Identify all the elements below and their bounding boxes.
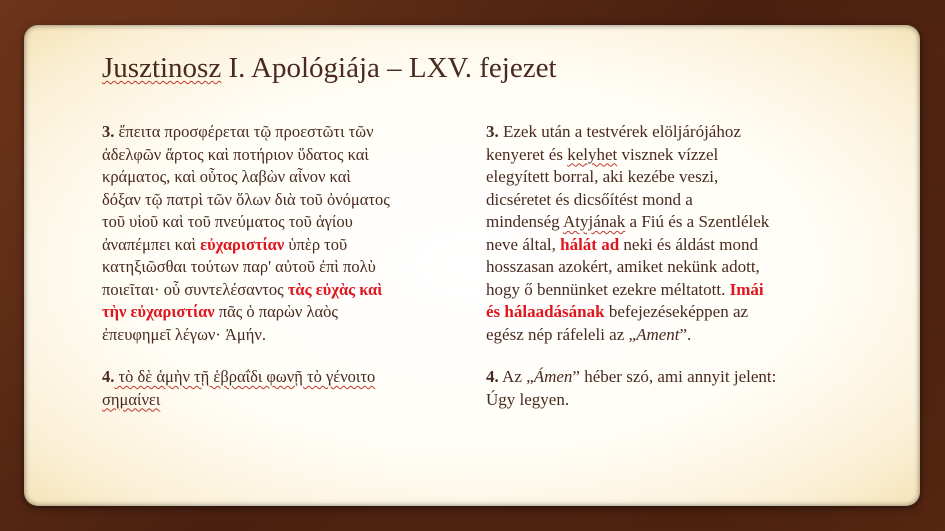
hungarian-column — [486, 121, 886, 431]
text-segment: Ament — [636, 324, 680, 344]
greek-paragraph-3 — [102, 121, 487, 346]
text-segment: neki és áldást mond — [619, 234, 758, 254]
slide — [24, 25, 920, 506]
text-line: τοῦ υἱοῦ καὶ τοῦ πνεύματος τοῦ ἁγίου — [102, 212, 353, 231]
text-line: dicséretet és dicsőítést mond a — [486, 189, 693, 209]
text-segment: mindenség — [486, 212, 563, 231]
highlight-imai: Imái — [729, 279, 764, 299]
text-line: elegyített borral, aki kezébe veszi, — [486, 167, 719, 186]
text-segment: egész nép ráfeleli az „ — [486, 324, 637, 344]
text-segment: πᾶς ὁ παρὼν λαὸς — [214, 302, 338, 321]
text-segment: kenyeret és — [486, 144, 568, 164]
text-line: ἔπειτα προσφέρεται τῷ προεστῶτι τῶν — [114, 122, 374, 141]
text-line: δόξαν τῷ πατρὶ τῶν ὅλων διὰ τοῦ ὀνόματος — [102, 189, 390, 209]
greek-paragraph-4 — [102, 366, 487, 411]
text-segment: kelyhet — [567, 144, 618, 164]
highlight-haladasanak: és hálaadásának — [486, 302, 605, 321]
text-line: κράματος, καὶ οὗτος λαβὼν αἶνον καὶ — [102, 167, 351, 186]
title-author: Jusztinosz — [102, 52, 222, 84]
text-line: τὸ δὲ ἀμὴν τῇ ἑβραΐδι φωνῇ τὸ γένοιτο — [114, 367, 376, 386]
text-segment: visznek vízzel — [617, 144, 719, 164]
text-line: Úgy legyen. — [486, 389, 570, 409]
highlight-halat-ad: hálát ad — [560, 234, 620, 254]
text-segment: befejezéseképpen az — [604, 302, 749, 321]
verse-number: 3. — [486, 122, 499, 141]
greek-column — [102, 121, 487, 431]
text-line: Ezek után a testvérek elöljárójához — [498, 122, 741, 141]
text-line: σημαίνει — [102, 389, 161, 409]
title-rest: I. Apológiája – LXV. fejezet — [221, 52, 557, 84]
verse-number: 3. — [102, 122, 115, 141]
text-segment: Ámen — [533, 367, 573, 386]
slide-title — [102, 52, 882, 85]
hungarian-paragraph-3 — [486, 121, 886, 346]
text-segment: Az „ — [498, 367, 534, 386]
highlight-ten-eucharistian: τὴν εὐχαριστίαν — [102, 302, 215, 321]
highlight-euchas: τὰς εὐχὰς καὶ — [287, 279, 383, 299]
text-segment: ” héber szó, ami annyit jelent: — [572, 367, 777, 386]
verse-number: 4. — [102, 367, 115, 386]
text-segment: ὑπὲρ τοῦ — [284, 234, 348, 254]
text-segment: Atyjának — [562, 212, 626, 231]
text-line: ἀδελφῶν ἄρτος καὶ ποτήριον ὕδατος καὶ — [102, 144, 369, 164]
text-segment: a Fiú és a Szentlélek — [625, 212, 770, 231]
text-line: ἐπευφημεῖ λέγων· Ἀμήν. — [102, 324, 266, 344]
highlight-eucharistian: εὐχαριστίαν — [200, 234, 285, 254]
hungarian-paragraph-4 — [486, 366, 886, 411]
text-segment: hogy ő bennünket ezekre méltatott. — [486, 279, 730, 299]
verse-number: 4. — [486, 367, 499, 386]
text-segment: ”. — [679, 324, 692, 344]
text-segment: ἀναπέμπει καὶ — [102, 234, 201, 254]
text-line: hosszasan azokért, amiket nekünk adott, — [486, 257, 760, 276]
text-line: κατηξιῶσθαι τούτων παρ' αὐτοῦ ἐπὶ πολὺ — [102, 257, 376, 276]
text-segment: neve által, — [486, 234, 561, 254]
text-segment: ποιεῖται· οὗ συντελέσαντος — [102, 279, 288, 299]
